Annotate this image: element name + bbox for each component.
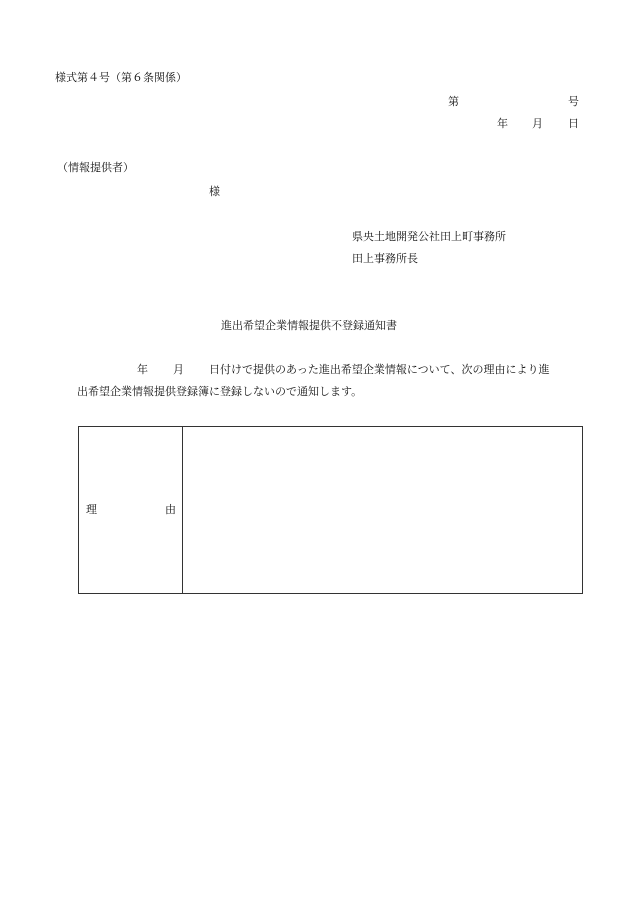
reason-content-cell (183, 427, 582, 593)
date-month-label: 月 (532, 117, 543, 130)
date-day-label: 日 (568, 117, 579, 130)
reason-label-char-2: 由 (165, 503, 176, 516)
document-title: 進出希望企業情報提供不登録通知書 (221, 319, 397, 332)
sender-organization: 県央土地開発公社田上町事務所 (352, 230, 506, 243)
body-month-label: 月 (173, 363, 184, 376)
reason-label-char-1: 理 (86, 503, 97, 516)
body-text-line-2: 出希望企業情報提供登録簿に登録しないので通知します。 (77, 385, 363, 398)
form-number: 様式第４号（第６条関係） (55, 71, 187, 84)
date-year-label: 年 (497, 117, 508, 130)
document-number-suffix: 号 (568, 95, 579, 108)
reason-table (78, 426, 583, 594)
body-year-label: 年 (137, 363, 148, 376)
document-number-prefix: 第 (448, 95, 459, 108)
recipient-honorific: 様 (209, 185, 220, 198)
body-text-line-1: 日付けで提供のあった進出希望企業情報について、次の理由により進 (209, 363, 550, 376)
sender-title: 田上事務所長 (352, 252, 418, 265)
recipient-label: （情報提供者） (57, 161, 134, 174)
